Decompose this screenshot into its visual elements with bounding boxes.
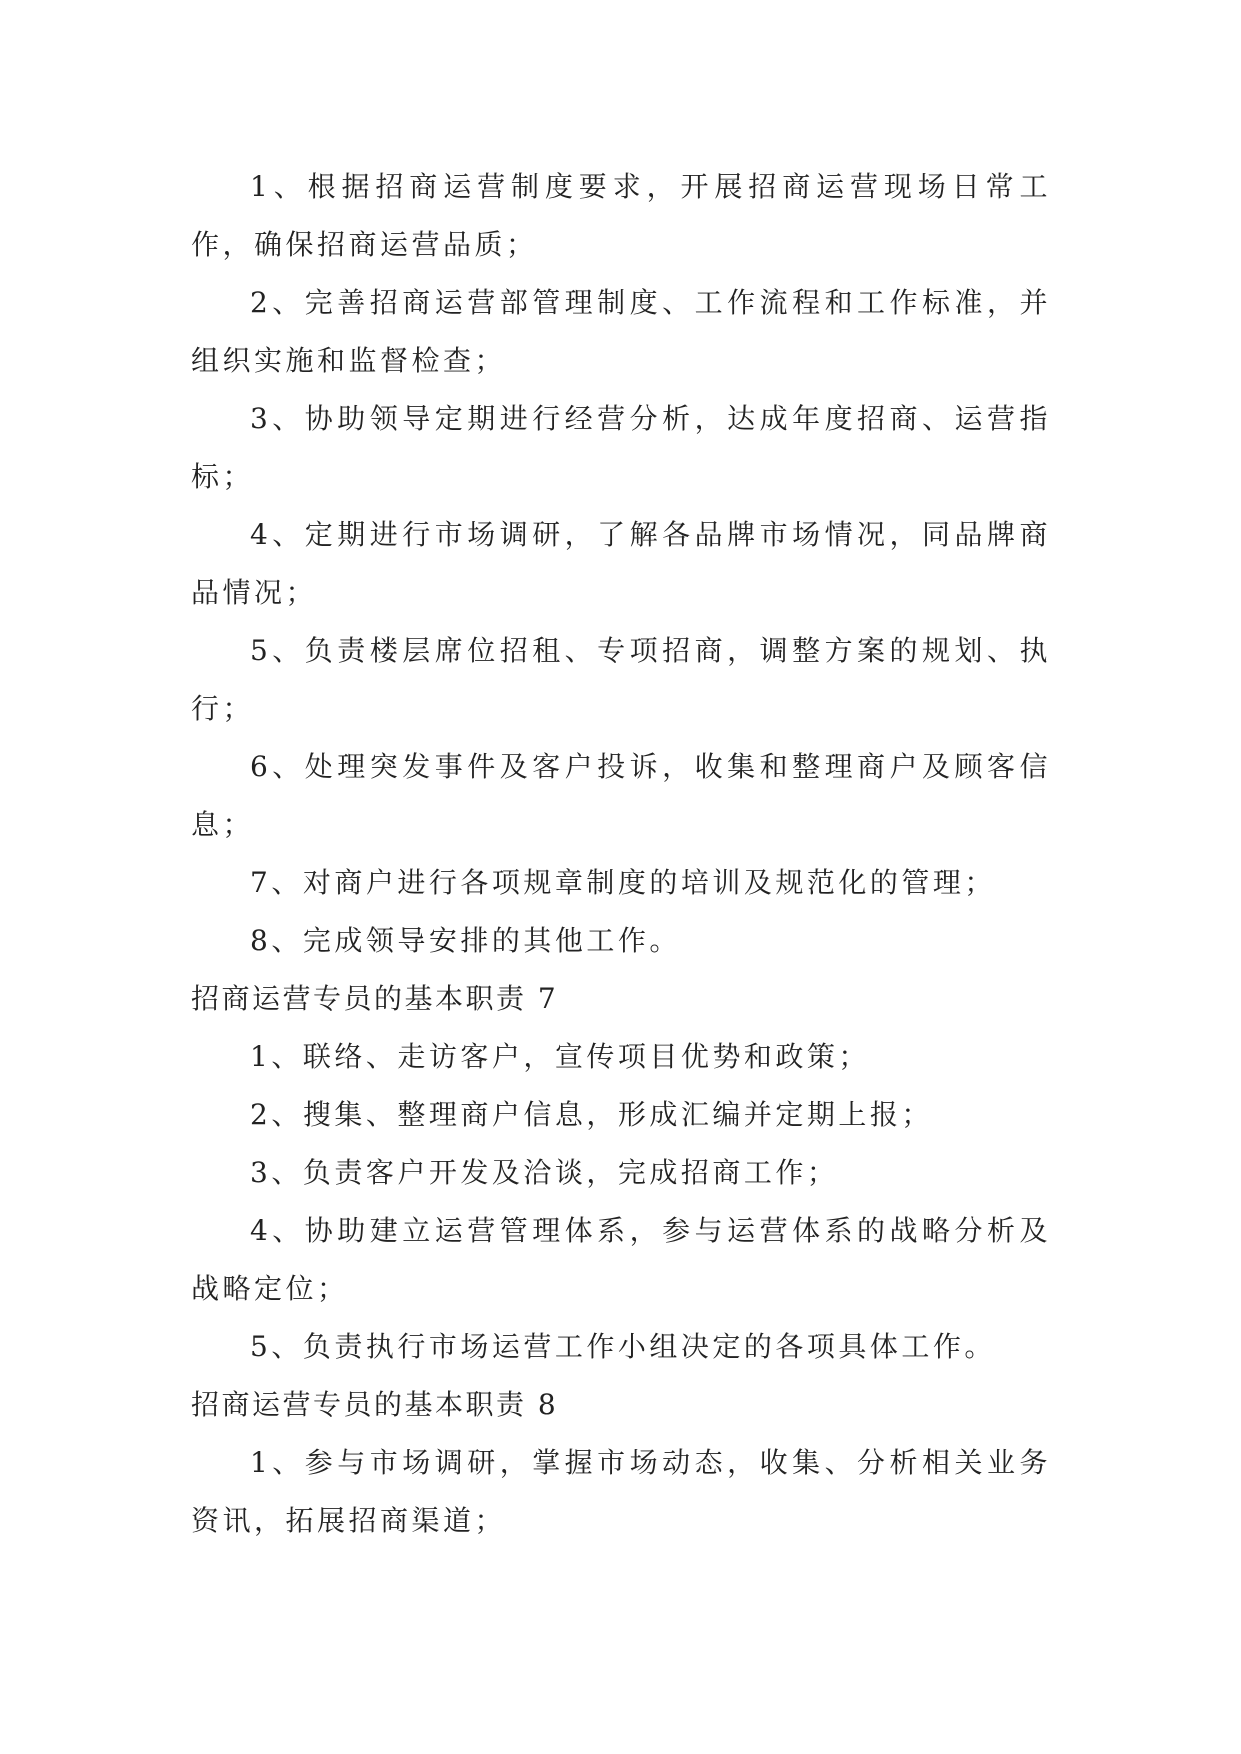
section6-item-6: 6、处理突发事件及客户投诉，收集和整理商户及顾客信息； — [191, 750, 1051, 841]
section7-item-4: 4、协助建立运营管理体系，参与运营体系的战略分析及战略定位； — [191, 1214, 1051, 1305]
section7-item-5: 5、负责执行市场运营工作小组决定的各项具体工作。 — [250, 1330, 996, 1363]
section8-item-1: 1、参与市场调研，掌握市场动态，收集、分析相关业务资讯，拓展招商渠道； — [191, 1446, 1051, 1537]
section6-item-2: 2、完善招商运营部管理制度、工作流程和工作标准，并组织实施和监督检查； — [191, 286, 1051, 377]
document-body — [191, 158, 1051, 1550]
section7-item-2: 2、搜集、整理商户信息，形成汇编并定期上报； — [250, 1098, 933, 1131]
section6-item-3: 3、协助领导定期进行经营分析，达成年度招商、运营指标； — [191, 402, 1051, 493]
section6-item-7: 7、对商户进行各项规章制度的培训及规范化的管理； — [250, 866, 996, 899]
section6-item-4: 4、定期进行市场调研，了解各品牌市场情况，同品牌商品情况； — [191, 518, 1051, 609]
section6-item-5: 5、负责楼层席位招租、专项招商，调整方案的规划、执行； — [191, 634, 1051, 725]
section6-item-8: 8、完成领导安排的其他工作。 — [250, 924, 681, 957]
section7-item-3: 3、负责客户开发及洽谈，完成招商工作； — [250, 1156, 839, 1189]
section7-heading: 招商运营专员的基本职责 7 — [191, 982, 559, 1015]
section6-item-1: 1、根据招商运营制度要求，开展招商运营现场日常工作，确保招商运营品质； — [191, 170, 1051, 261]
section8-heading: 招商运营专员的基本职责 8 — [191, 1388, 559, 1421]
section7-item-1: 1、联络、走访客户，宣传项目优势和政策； — [250, 1040, 870, 1073]
